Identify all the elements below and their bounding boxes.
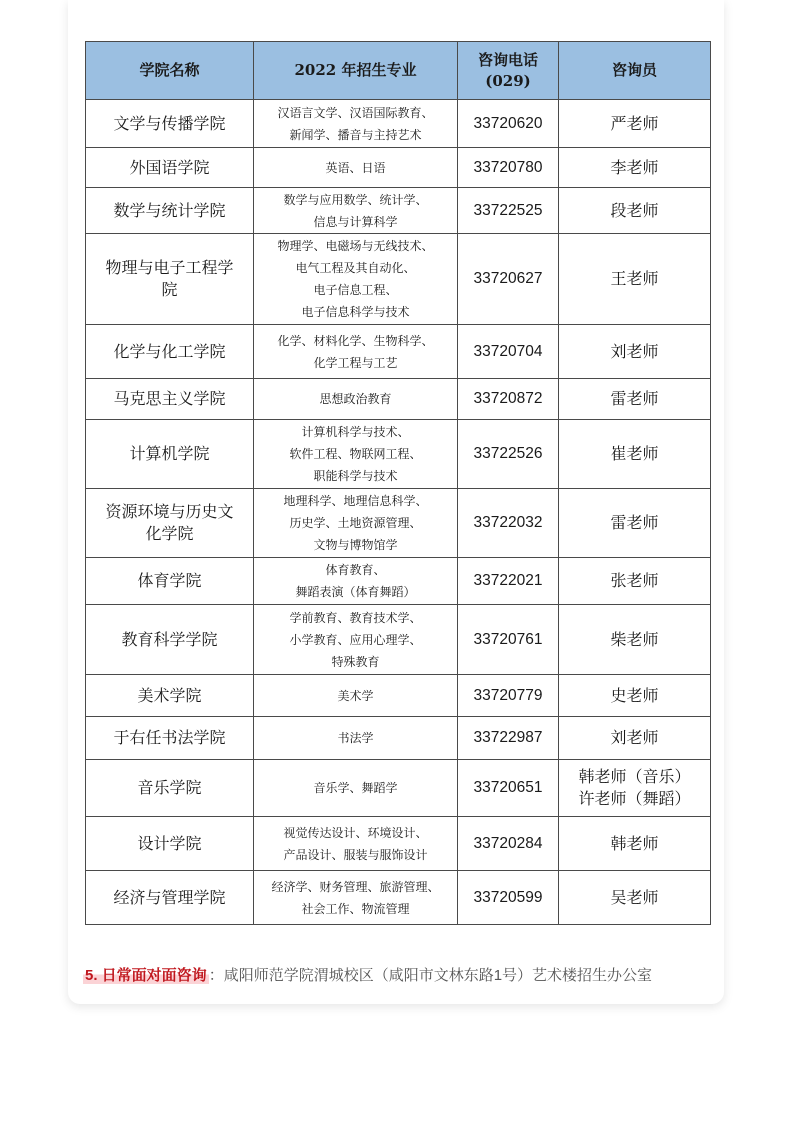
contact-person-cell [559,871,711,925]
college-name-cell [86,675,254,717]
contact-person-line: 张老师 [610,571,659,590]
college-name-line: 资源环境与历史文 [105,502,234,521]
college-name-cell [86,817,254,871]
majors-line: 美术学 [337,688,374,703]
college-name-line: 数学与统计学院 [113,200,226,220]
phone-cell: 33720780 [458,148,559,188]
college-name-line: 计算机学院 [129,444,210,463]
table-row [86,717,711,760]
college-name-cell [86,325,254,379]
majors-cell [254,148,458,188]
college-name-line: 马克思主义学院 [113,389,226,408]
contact-person-line: 王老师 [610,269,659,288]
majors-line: 电子信息科学与技术 [301,305,410,319]
majors-cell [254,420,458,489]
majors-line: 信息与计算科学 [313,214,398,229]
college-name-line: 化学与化工学院 [113,341,226,361]
phone-cell: 33722032 [458,489,559,558]
majors-cell [254,234,458,325]
contact-person-line: 雷老师 [610,513,659,532]
college-name-cell [86,871,254,925]
contact-person-line: 刘老师 [610,341,659,361]
college-name-line: 体育学院 [137,571,202,590]
college-name-line: 物理与电子工程学 [105,258,234,277]
majors-line: 学前教育、教育技术学、 [289,610,422,625]
phone-cell: 33720651 [458,760,559,817]
header-college: 学院名称 [86,42,254,100]
contact-person-line: 韩老师 [610,833,659,853]
majors-line: 职能科学与技术 [313,469,398,483]
college-name-cell [86,717,254,760]
phone-cell: 33720620 [458,100,559,148]
table-row [86,871,711,925]
table-row [86,817,711,871]
college-name-cell [86,420,254,489]
contact-person-cell [559,675,711,717]
table-row [86,675,711,717]
contact-person-line: 韩老师（音乐） [578,767,691,786]
majors-line: 历史学、土地资源管理、 [289,516,422,530]
header-phone-line1: 咨询电话 [477,50,538,69]
header-contact: 咨询员 [559,42,711,100]
face-to-face-consultation-note [83,964,713,985]
admission-contact-table [85,41,711,925]
table-row [86,325,711,379]
header-majors: 2022 年招生专业 [254,42,458,100]
table-row [86,420,711,489]
majors-line: 思想政治教育 [319,392,392,406]
college-name-line: 文学与传播学院 [113,113,226,133]
phone-cell: 33720627 [458,234,559,325]
majors-line: 视觉传达设计、环境设计、 [283,825,428,840]
phone-cell: 33720284 [458,817,559,871]
college-name-cell [86,605,254,675]
contact-person-cell [559,760,711,817]
college-name-cell [86,148,254,188]
college-name-line: 音乐学院 [137,778,202,797]
contact-person-line: 柴老师 [610,629,659,649]
majors-line: 数学与应用数学、统计学、 [283,192,428,207]
table-row [86,234,711,325]
phone-cell: 33722987 [458,717,559,760]
majors-line: 新闻学、播音与主持艺术 [289,127,422,142]
table-row [86,148,711,188]
article-card [68,0,724,1004]
table-body [86,100,711,925]
majors-line: 体育教育、 [325,563,386,577]
majors-cell [254,605,458,675]
majors-line: 音乐学、舞蹈学 [313,781,398,795]
college-name-cell [86,379,254,420]
college-name-line: 经济与管理学院 [113,887,226,907]
majors-line: 舞蹈表演（体育舞蹈） [295,585,416,599]
majors-cell [254,871,458,925]
college-name-cell [86,100,254,148]
majors-cell [254,760,458,817]
contact-person-cell [559,817,711,871]
majors-line: 社会工作、物流管理 [301,901,410,916]
college-name-line: 于右任书法学院 [113,728,226,747]
phone-cell: 33720761 [458,605,559,675]
college-name-cell [86,760,254,817]
contact-person-line: 严老师 [610,113,659,133]
college-name-line: 美术学院 [137,685,202,705]
majors-line: 化学工程与工艺 [313,355,398,370]
table-row [86,100,711,148]
majors-line: 文物与博物馆学 [313,538,398,552]
college-name-cell [86,188,254,234]
majors-line: 电气工程及其自动化、 [295,261,416,275]
college-name-line: 设计学院 [137,833,202,853]
note-label: 5. 日常面对面咨询 [85,967,207,984]
contact-person-cell [559,379,711,420]
contact-person-cell [559,420,711,489]
majors-line: 特殊教育 [331,654,380,669]
note-address: 咸阳师范学院渭城校区（咸阳市文林东路1号）艺术楼招生办公室 [223,967,653,984]
contact-person-cell [559,717,711,760]
phone-cell: 33722525 [458,188,559,234]
contact-person-line: 史老师 [610,685,659,705]
phone-cell: 33722021 [458,558,559,605]
majors-cell [254,817,458,871]
majors-line: 书法学 [337,731,374,745]
contact-person-cell [559,489,711,558]
college-name-line: 化学院 [145,524,194,543]
majors-line: 经济学、财务管理、旅游管理、 [271,879,440,894]
majors-line: 电子信息工程、 [313,283,398,297]
majors-cell [254,188,458,234]
majors-line: 软件工程、物联网工程、 [289,447,422,461]
college-name-cell [86,234,254,325]
majors-cell [254,558,458,605]
phone-cell: 33720599 [458,871,559,925]
phone-cell: 33720704 [458,325,559,379]
contact-person-line: 李老师 [610,157,659,177]
phone-cell: 33722526 [458,420,559,489]
majors-line: 物理学、电磁场与无线技术、 [277,239,434,253]
contact-person-cell [559,234,711,325]
majors-line: 英语、日语 [325,160,386,175]
majors-cell [254,100,458,148]
header-phone [458,42,559,100]
contact-person-cell [559,100,711,148]
majors-line: 汉语言文学、汉语国际教育、 [277,105,434,120]
phone-cell: 33720872 [458,379,559,420]
majors-cell [254,717,458,760]
majors-line: 地理科学、地理信息科学、 [283,494,428,508]
table-row [86,760,711,817]
majors-line: 化学、材料化学、生物科学、 [277,333,434,348]
admission-table-image [83,38,711,930]
table-row [86,489,711,558]
majors-cell [254,675,458,717]
contact-person-cell [559,558,711,605]
majors-line: 小学教育、应用心理学、 [289,632,422,647]
contact-person-line: 雷老师 [610,389,659,408]
contact-person-cell [559,148,711,188]
table-row [86,605,711,675]
table-row [86,188,711,234]
table-row [86,558,711,605]
contact-person-line: 吴老师 [610,887,659,907]
college-name-line: 教育科学学院 [121,629,218,649]
contact-person-line: 刘老师 [610,728,659,747]
majors-line: 计算机科学与技术、 [301,425,410,439]
table-header-row [86,42,711,100]
note-separator: ： [208,967,224,984]
college-name-cell [86,489,254,558]
contact-person-cell [559,325,711,379]
college-name-line: 外国语学院 [129,157,210,177]
majors-cell [254,489,458,558]
contact-person-line: 许老师（舞蹈） [578,789,691,808]
header-phone-line2: (029) [485,71,531,90]
contact-person-cell [559,605,711,675]
college-name-cell [86,558,254,605]
majors-cell [254,325,458,379]
phone-cell: 33720779 [458,675,559,717]
majors-line: 产品设计、服装与服饰设计 [283,847,428,862]
majors-cell [254,379,458,420]
college-name-line: 院 [161,280,178,299]
table-row [86,379,711,420]
contact-person-line: 段老师 [610,200,659,220]
contact-person-cell [559,188,711,234]
contact-person-line: 崔老师 [610,444,659,463]
